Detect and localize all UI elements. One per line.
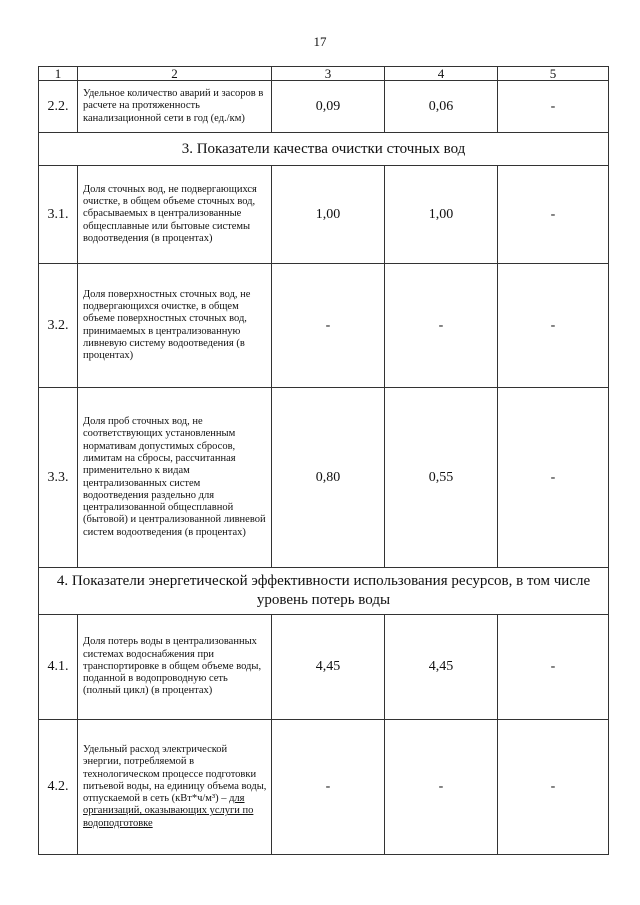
value-col-5: - [498,166,609,264]
table-header-row [39,67,609,81]
table-row [39,81,609,133]
row-description-text: Удельный расход электрической энергии, потребляемой в технологическом процессе подготовки питьевой воды, на единицу объема воды, отпускаемой в сеть (кВт*ч/м³) – [83,743,267,805]
value-col-3: 0,09 [272,81,385,133]
table-row [39,615,609,720]
table-row [39,166,609,264]
row-number: 2.2. [39,81,78,133]
table-row [39,264,609,388]
row-description: Удельное количество аварий и засоров в расчете на протяженность канализационной сети в год (ед./км) [78,81,272,133]
row-number: 3.1. [39,166,78,264]
header-col-2: 2 [78,67,272,81]
value-col-5: - [498,388,609,568]
row-description-underlined: для организаций, оказывающих услуги по водоподготовке [83,793,254,829]
table-row [39,720,609,855]
value-col-4: 4,45 [385,615,498,720]
row-description: Доля потерь воды в централизованных системах водоснабжения при транспортировке в общем объеме воды, поданной в водопроводную сеть (полный цикл) (в процентах) [78,615,272,720]
section-row [39,568,609,615]
row-description: Доля поверхностных сточных вод, не подвергающихся очистке, в общем объеме поверхностных сточных вод, принимаемых в централизованную ливневую систему водоотведения (в процентах) [78,264,272,388]
value-col-3: 0,80 [272,388,385,568]
page-number: 17 [313,34,327,49]
value-col-4: 0,55 [385,388,498,568]
row-description: Доля сточных вод, не подвергающихся очистке, в общем объеме сточных вод, сбрасываемых в централизованные общесплавные или бытовые системы водоотведения (в процентах) [78,166,272,264]
value-col-5: - [498,720,609,855]
row-number: 3.3. [39,388,78,568]
header-col-1: 1 [39,67,78,81]
section-row [39,133,609,166]
indicators-table [38,66,609,855]
value-col-4: - [385,264,498,388]
row-number: 4.1. [39,615,78,720]
value-col-5: - [498,264,609,388]
row-number: 4.2. [39,720,78,855]
value-col-4: - [385,720,498,855]
row-description: Доля проб сточных вод, не соответствующих установленным нормативам допустимых сбросов, лимитам на сбросы, рассчитанная применительно к видам централизованных систем водоотведения раздельно для централизованной общесплавной (бытовой) и централизованной ливневой систем водоотведения (в процентах) [78,388,272,568]
header-col-5: 5 [498,67,609,81]
value-col-3: - [272,720,385,855]
value-col-5: - [498,81,609,133]
value-col-3: - [272,264,385,388]
row-description [78,720,272,855]
section-title: 4. Показатели энергетической эффективности использования ресурсов, в том числе уровень потерь воды [39,568,609,615]
value-col-5: - [498,615,609,720]
section-title: 3. Показатели качества очистки сточных вод [39,133,609,166]
header-col-3: 3 [272,67,385,81]
row-number: 3.2. [39,264,78,388]
value-col-3: 1,00 [272,166,385,264]
value-col-4: 1,00 [385,166,498,264]
header-col-4: 4 [385,67,498,81]
value-col-3: 4,45 [272,615,385,720]
value-col-4: 0,06 [385,81,498,133]
table-row [39,388,609,568]
